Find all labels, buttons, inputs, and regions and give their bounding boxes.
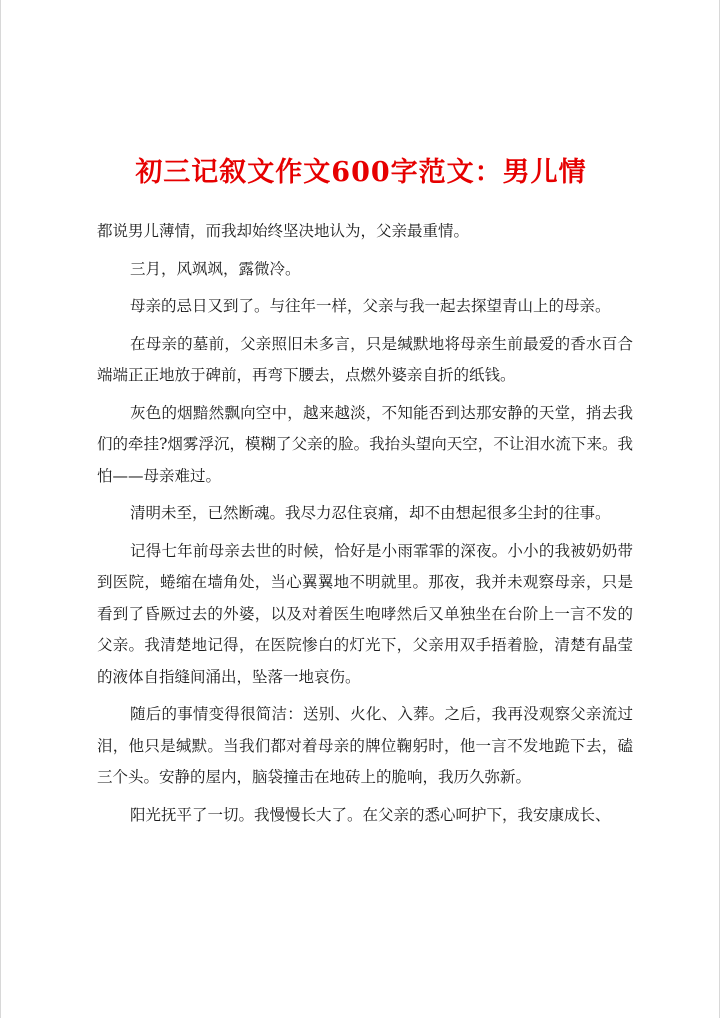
paragraph: 灰色的烟黯然飘向空中，越来越淡，不知能否到达那安静的天堂，捎去我们的牵挂?烟雾浮沉，模糊了父亲的脸。我抬头望向天空，不让泪水流下来。我怕——母亲难过。	[97, 403, 633, 485]
document-body	[97, 216, 633, 837]
document-title: 初三记叙文作文600字范文：男儿情	[135, 157, 587, 188]
paragraph: 都说男儿薄情，而我却始终坚决地认为，父亲最重情。	[97, 222, 470, 240]
paragraph: 三月，风飒飒，露微冷。	[130, 259, 301, 278]
paragraph: 母亲的忌日又到了。与往年一样，父亲与我一起去探望青山上的母亲。	[130, 297, 611, 315]
paragraph: 随后的事情变得很简洁：送别、火化、入葬。之后，我再没观察父亲流过泪，他只是缄默。当我们都对着母亲的牌位鞠躬时，他一言不发地跪下去，磕三个头。安静的屋内，脑袋撞击在地砖上的脆响，我历久弥新。	[97, 705, 633, 786]
paragraph: 在母亲的墓前，父亲照旧未多言，只是缄默地将母亲生前最爱的香水百合端端正正地放于碑前，再弯下腰去，点燃外婆亲自折的纸钱。	[97, 334, 633, 384]
paragraph: 记得七年前母亲去世的时候，恰好是小雨霏霏的深夜。小小的我被奶奶带到医院，蜷缩在墙角处，当心翼翼地不明就里。那夜，我并未观察母亲，只是看到了昏厥过去的外婆，以及对着医生咆哮然后又单独坐在台阶上一言不发的父亲。我清楚地记得，在医院惨白的灯光下，父亲用双手捂着脸，清楚有晶莹的液体自指缝间涌出，坠落一地哀伤。	[97, 541, 633, 686]
paragraph: 清明未至，已然断魂。我尽力忍住哀痛，却不由想起很多尘封的往事。	[130, 504, 611, 522]
paragraph: 阳光抚平了一切。我慢慢长大了。在父亲的悉心呵护下，我安康成长、	[130, 805, 611, 824]
